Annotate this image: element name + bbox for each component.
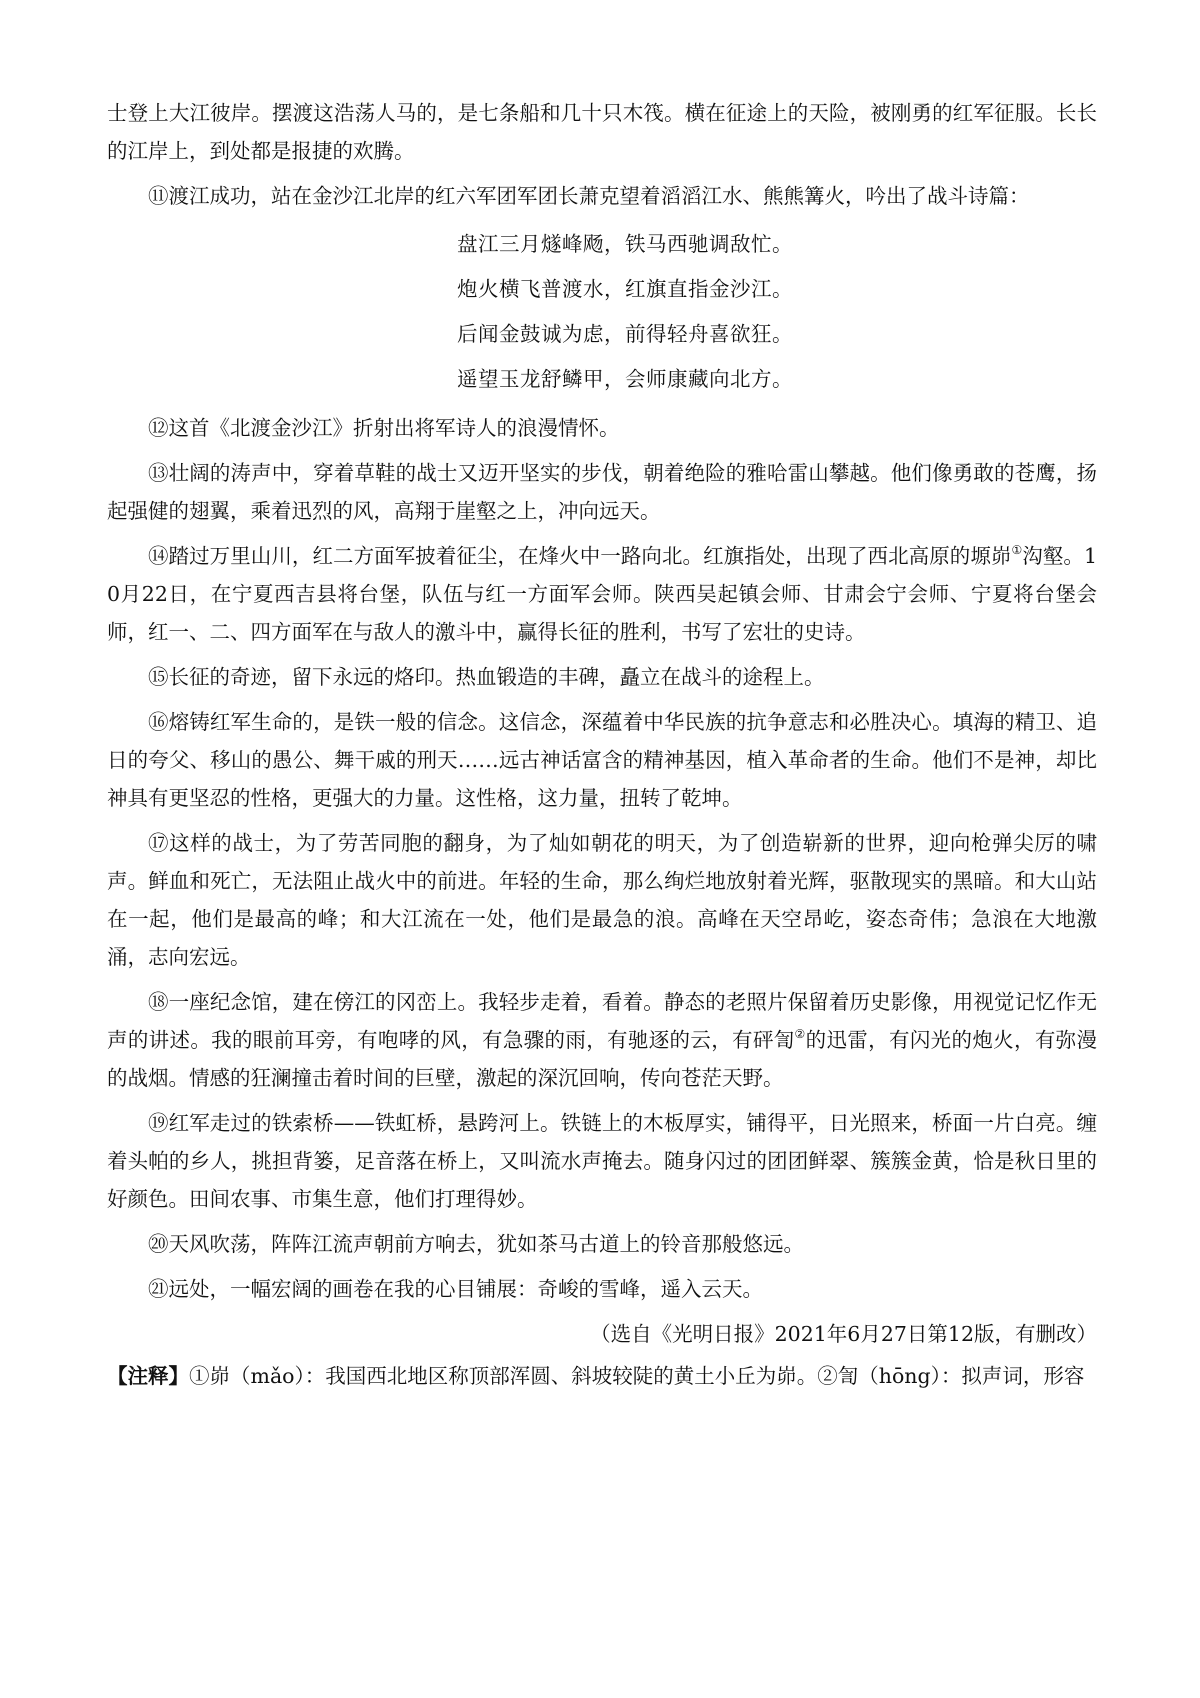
annotation-label: 【注释】 bbox=[107, 1364, 189, 1388]
footnote-ref-2: ② bbox=[794, 1027, 806, 1041]
paragraph-17: ⑰这样的战士，为了劳苦同胞的翻身，为了灿如朝花的明天，为了创造崭新的世界，迎向枪弹尖厉的啸声。鲜血和死亡，无法阻止战火中的前进。年轻的生命，那么绚烂地放射着光辉，驱散现实的黑暗。和大山站在一起，他们是最高的峰；和大江流在一处，他们是最急的浪。高峰在天空昂屹，姿态奇伟；急浪在大地激涌，志向宏远。 bbox=[107, 831, 1097, 969]
footnote-ref-1: ① bbox=[1011, 543, 1023, 557]
paragraph-continuation: 士登上大江彼岸。摆渡这浩荡人马的，是七条船和几十只木筏。横在征途上的天险，被刚勇的红军征服。长长的江岸上，到处都是报捷的欢腾。 bbox=[107, 101, 1097, 163]
paragraph-14 bbox=[107, 537, 1097, 651]
poem-line-3: 后闻金鼓诚为虑，前得轻舟喜欲狂。 bbox=[457, 322, 793, 346]
paragraph-12: ⑫这首《北渡金沙江》折射出将军诗人的浪漫情怀。 bbox=[148, 416, 620, 440]
source-citation: （选自《光明日报》2021年6月27日第12版，有删改） bbox=[590, 1322, 1097, 1346]
paragraph-15: ⑮长征的奇迹，留下永远的烙印。热血锻造的丰碑，矗立在战斗的途程上。 bbox=[148, 665, 825, 689]
annotation-text: ①峁（mǎo）：我国西北地区称顶部浑圆、斜坡较陡的黄土小丘为峁。②訇（hōng）：拟声词，形容 bbox=[189, 1364, 1085, 1388]
annotation-note bbox=[107, 1357, 1097, 1395]
paragraph-21: ㉑远处，一幅宏阔的画卷在我的心目铺展：奇峻的雪峰，遥入云天。 bbox=[148, 1277, 763, 1301]
poem-block bbox=[107, 222, 1097, 402]
poem-line-4: 遥望玉龙舒鳞甲，会师康藏向北方。 bbox=[457, 367, 793, 391]
paragraph-13: ⑬壮阔的涛声中，穿着草鞋的战士又迈开坚实的步伐，朝着绝险的雅哈雷山攀越。他们像勇敢的苍鹰，扬起强健的翅翼，乘着迅烈的风，高翔于崖壑之上，冲向远天。 bbox=[107, 461, 1097, 523]
article-page bbox=[107, 94, 1097, 1395]
paragraph-14-part-b: 沟壑。10月22日，在宁夏西吉县将台堡，队伍与红一方面军会师。陕西吴起镇会师、甘肃会宁会师、宁夏将台堡会师，红一、二、四方面军在与敌人的激斗中，赢得长征的胜利，书写了宏壮的史诗。 bbox=[107, 544, 1097, 644]
poem-line-2: 炮火横飞普渡水，红旗直指金沙江。 bbox=[457, 277, 793, 301]
paragraph-14-part-a: ⑭踏过万里山川，红二方面军披着征尘，在烽火中一路向北。红旗指处，出现了西北高原的塬峁 bbox=[148, 544, 1012, 568]
poem-line-1: 盘江三月燧峰飏，铁马西驰调敌忙。 bbox=[457, 232, 793, 256]
paragraph-18-part-a: ⑱一座纪念馆，建在傍江的冈峦上。我轻步走着，看着。静态的老照片保留着历史影像，用视觉记忆作无声的讲述。我的眼前耳旁，有咆哮的风，有急骤的雨，有驰逐的云，有砰訇 bbox=[107, 990, 1097, 1052]
paragraph-18 bbox=[107, 983, 1097, 1097]
paragraph-11: ⑪渡江成功，站在金沙江北岸的红六军团军团长萧克望着滔滔江水、熊熊篝火，吟出了战斗诗篇： bbox=[148, 184, 1030, 208]
paragraph-16: ⑯熔铸红军生命的，是铁一般的信念。这信念，深蕴着中华民族的抗争意志和必胜决心。填海的精卫、追日的夸父、移山的愚公、舞干戚的刑天……远古神话富含的精神基因，植入革命者的生命。他们不是神，却比神具有更坚忍的性格，更强大的力量。这性格，这力量，扭转了乾坤。 bbox=[107, 710, 1097, 810]
paragraph-20: ⑳天风吹荡，阵阵江流声朝前方响去，犹如茶马古道上的铃音那般悠远。 bbox=[148, 1232, 804, 1256]
paragraph-19: ⑲红军走过的铁索桥——铁虹桥，悬跨河上。铁链上的木板厚实，铺得平，日光照来，桥面一片白亮。缠着头帕的乡人，挑担背篓，足音落在桥上，又叫流水声掩去。随身闪过的团团鲜翠、簇簇金黄，恰是秋日里的好颜色。田间农事、市集生意，他们打理得妙。 bbox=[107, 1111, 1097, 1211]
paragraph-18-part-b: 的迅雷，有闪光的炮火，有弥漫的战烟。情感的狂澜撞击着时间的巨壁，激起的深沉回响，传向苍茫天野。 bbox=[107, 1028, 1097, 1090]
